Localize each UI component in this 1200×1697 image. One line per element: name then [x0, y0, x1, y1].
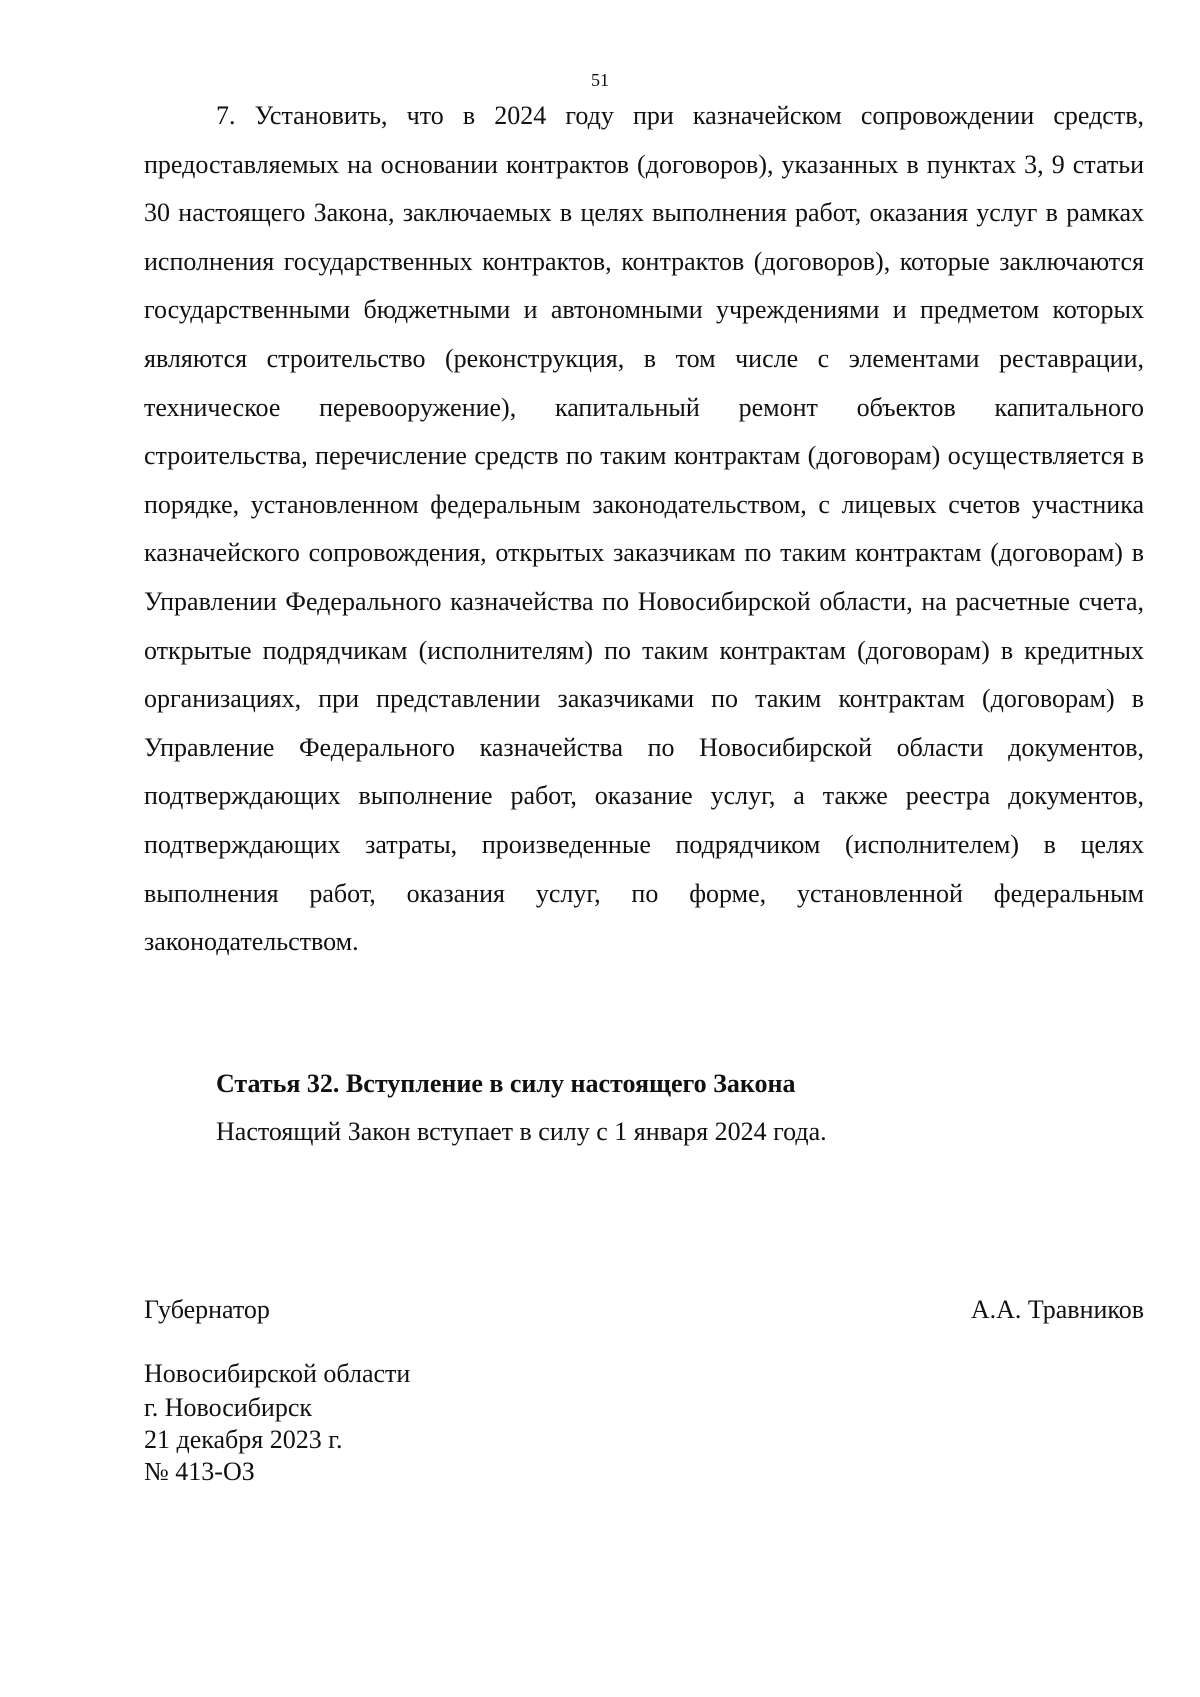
signatory-name: А.А. Травников [970, 1295, 1144, 1324]
article-32-heading: Статья 32. Вступление в силу настоящего Закона [216, 1069, 796, 1098]
city: г. Новосибирск [144, 1393, 313, 1422]
signatory-title-line-2: Новосибирской области [144, 1359, 411, 1388]
page-number: 51 [591, 70, 609, 90]
place-date-block [144, 1392, 342, 1488]
signature-block [144, 1262, 1144, 1388]
paragraph-7: 7. Установить, что в 2024 году при казначейском сопровождении средств, предоставляемых на основании контрактов (договоров), указанных в пунктах 3, 9 статьи 30 настоящего Закона, заключаемых в целях выполнения работ, оказания услуг в рамках исполнения государственных контрактов, контрактов (договоров), которые заключаются государственными бюджетными и автономными учреждениями и предметом которых являются строительство (реконструкция, в том числе с элементами реставрации, техническое перевооружение), капитальный ремонт объектов капитального строительства, перечисление средств по таким контрактам (договорам) осуществляется в порядке, установленном федеральным законодательством, с лицевых счетов участника казначейского сопровождения, открытых заказчикам по таким контрактам (договорам) в Управлении Федерального казначейства по Новосибирской области, на расчетные счета, открытые подрядчикам (исполнителям) по таким контрактам (договорам) в кредитных организациях, при представлении заказчиками по таким контрактам (договорам) в Управление Федерального казначейства по Новосибирской области документов, подтверждающих выполнение работ, оказание услуг, а также реестра документов, подтверждающих затраты, произведенные подрядчиком (исполнителем) в целях выполнения работ, оказания услуг, по форме, установленной федеральным законодательством. [144, 101, 1144, 957]
date: 21 декабря 2023 г. [144, 1425, 343, 1454]
signatory-title-line-1: Губернатор [144, 1295, 270, 1324]
law-number: № 413-ОЗ [144, 1457, 255, 1486]
article-32-text: Настоящий Закон вступает в силу с 1 января 2024 года. [216, 1117, 827, 1146]
